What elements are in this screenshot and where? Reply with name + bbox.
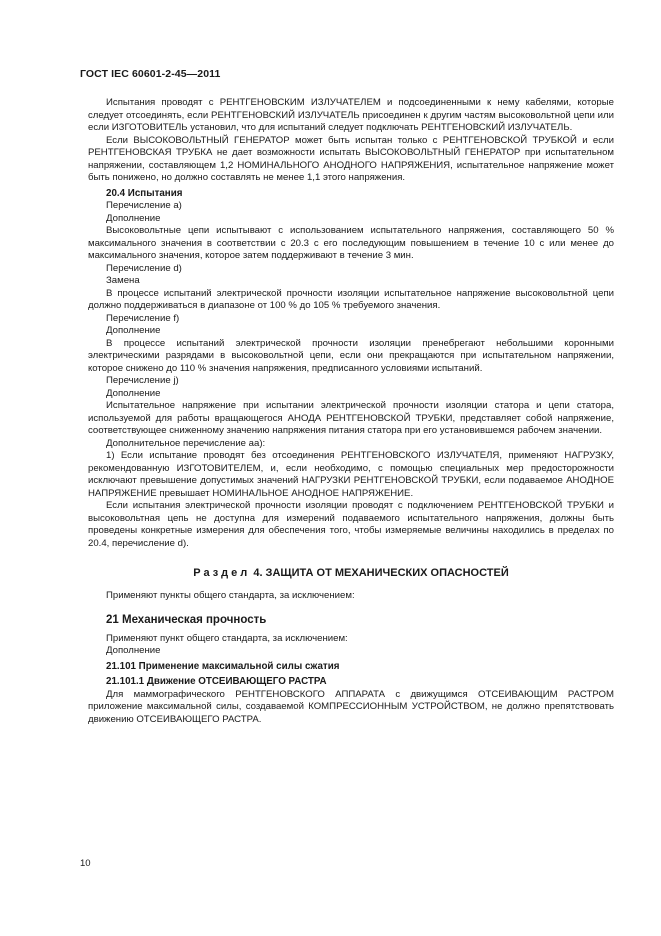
- paragraph: Для маммографического РЕНТГЕНОВСКОГО АППАРАТА с движущимся ОТСЕИВАЮЩИМ РАСТРОМ приложение максимальной силы, создаваемой КОМПРЕССИОННЫМ УСТРОЙСТВОМ, не должно препятствовать движению ОТСЕИВАЮЩЕГО РАСТРА.: [88, 688, 614, 725]
- enumeration-label: Перечисление f): [106, 312, 180, 324]
- section-title: 4. ЗАЩИТА ОТ МЕХАНИЧЕСКИХ ОПАСНОСТЕЙ: [253, 567, 509, 579]
- subclause-heading: 20.4 Испытания: [106, 187, 183, 199]
- paragraph: Применяют пункт общего стандарта, за исключением:: [106, 632, 348, 644]
- subclause-heading: 21.101 Применение максимальной силы сжатия: [106, 660, 340, 672]
- enumeration-label: Дополнительное перечисление аа):: [106, 437, 266, 449]
- paragraph: Высоковольтные цепи испытывают с использованием испытательного напряжения, составляющего 50 % максимального значения в соответствии с 20.3 с его последующим повышением в течение 10 с или менее до максимального значения, которое затем поддерживают в течение 3 мин.: [88, 225, 614, 261]
- page-body: [88, 97, 614, 726]
- amendment-label: Дополнение: [106, 645, 161, 656]
- clause-heading: 21 Механическая прочность: [106, 614, 267, 626]
- paragraph: Если ВЫСОКОВОЛЬТНЫЙ ГЕНЕРАТОР может быть испытан только с РЕНТГЕНОВСКОЙ ТРУБКОЙ и если РЕНТГЕНОВСКАЯ ТРУБКА не дает возможности испытать ВЫСОКОВОЛЬТНЫЙ ГЕНЕРАТОР при испытательном напряжении, составляющем 1,2 НОМИНАЛЬНОГО АНОДНОГО НАПРЯЖЕНИЯ, испытательное напряжение может быть понижено, но должно составлять не менее 1,1 этого напряжения.: [88, 134, 614, 183]
- paragraph: В процессе испытаний электрической прочности изоляции пренебрегают небольшими коронными электрическими разрядами в высоковольтной цепи, если они прекращаются при испытательном напряжении, которое снижено до 110 % значения напряжения, предписанного условиями испытаний.: [88, 337, 614, 374]
- page-number: 10: [80, 858, 91, 869]
- section-word: Раздел: [193, 567, 251, 579]
- paragraph: Если испытания электрической прочности изоляции проводят с подключением РЕНТГЕНОВСКОЙ ТРУБКИ и высоковольтная цепь не доступна для измерений подаваемого испытательного напряжения, должны быть проведены конкретные измерения для обеспечения того, чтобы измеряемые величины находились в пределах по 20.4, перечисление d).: [88, 500, 614, 549]
- amendment-label: Замена: [106, 275, 140, 286]
- amendment-label: Дополнение: [106, 387, 161, 399]
- amendment-label: Дополнение: [106, 325, 161, 336]
- enumeration-label: Перечисление d): [106, 262, 182, 274]
- paragraph: Испытания проводят с РЕНТГЕНОВСКИМ ИЗЛУЧАТЕЛЕМ и подсоединенными к нему кабелями, которые следует отсоединять, если РЕНТГЕНОВСКИЙ ИЗЛУЧАТЕЛЬ присоединен к другим частям высоковольтной цепи или если ИЗГОТОВИТЕЛЬ установил, что для испытаний следует подключать РЕНТГЕНОВСКИЙ ИЗЛУЧАТЕЛЬ.: [88, 97, 614, 133]
- paragraph: 1) Если испытание проводят без отсоединения РЕНТГЕНОВСКОГО ИЗЛУЧАТЕЛЯ, применяют НАГРУЗКУ, рекомендованную ИЗГОТОВИТЕЛЕМ, и, если необходимо, с помощью специальных мер предосторожности исключают превышение допустимых значений НАГРУЗКИ РЕНТГЕНОВСКОЙ ТРУБКИ, если подаваемое АНОДНОЕ НАПРЯЖЕНИЕ превышает НОМИНАЛЬНОЕ АНОДНОЕ НАПРЯЖЕНИЕ.: [88, 450, 614, 499]
- paragraph: Испытательное напряжение при испытании электрической прочности изоляции статора и цепи статора, используемой для работы вращающегося АНОДА РЕНТГЕНОВСКОЙ ТРУБКИ, представляет собой напряжение, соответствующее сниженному значению напряжения питания статора при его установившемся рабочем значении.: [88, 400, 614, 436]
- section-heading: [88, 567, 614, 580]
- running-header: ГОСТ IEC 60601-2-45—2011: [80, 68, 221, 80]
- amendment-label: Дополнение: [106, 212, 161, 224]
- paragraph: В процессе испытаний электрической прочности изоляции испытательное напряжение высоковольтной цепи должно поддерживаться в диапазоне от 100 % до 105 % требуемого значения.: [88, 287, 614, 311]
- enumeration-label: Перечисление а): [106, 200, 182, 211]
- paragraph: Применяют пункты общего стандарта, за исключением:: [106, 589, 355, 601]
- enumeration-label: Перечисление j): [106, 375, 179, 386]
- subclause-heading: 21.101.1 Движение ОТСЕИВАЮЩЕГО РАСТРА: [106, 676, 327, 687]
